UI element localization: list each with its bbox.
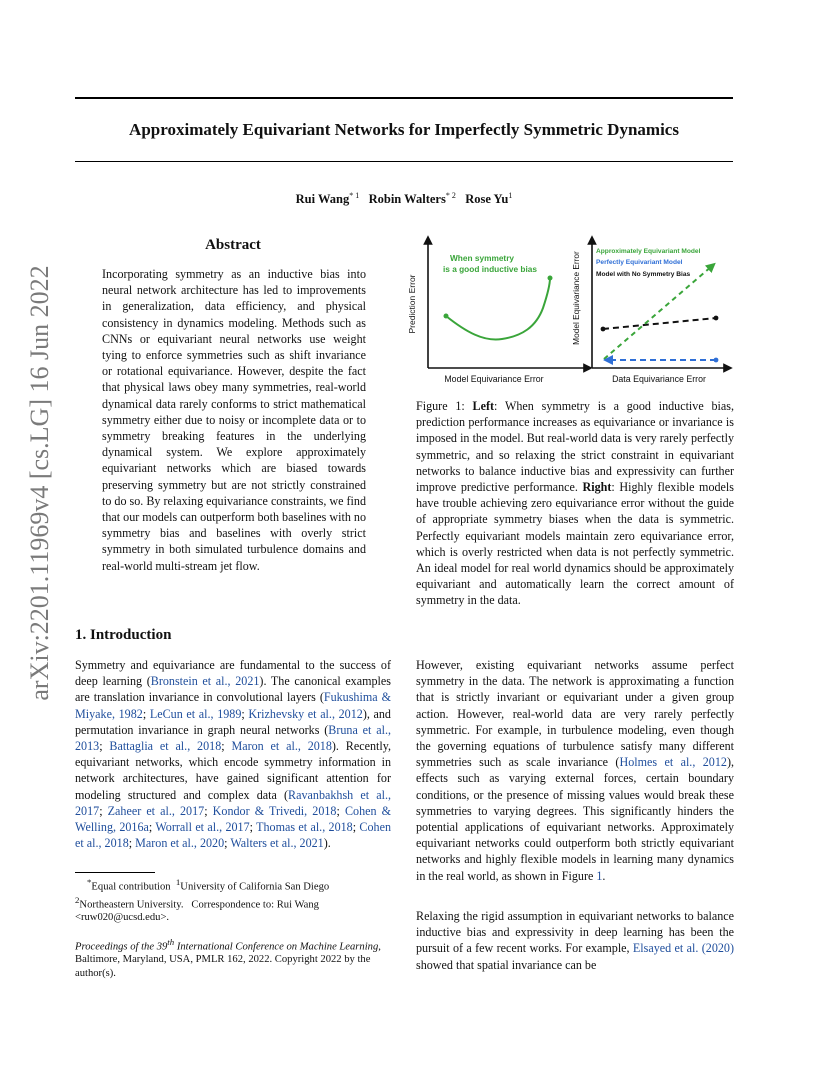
text-span: showed that spatial invariance can be [416, 957, 597, 972]
no-symmetry-end-dot [714, 316, 719, 321]
figure-reference-link[interactable]: 1 [596, 868, 603, 883]
footnote-line-1 [75, 876, 391, 894]
introduction-heading: 1. Introduction [75, 627, 172, 643]
text-span: ; [221, 739, 232, 754]
citation-link[interactable]: Zaheer et al., 2017 [107, 803, 205, 818]
perfect-equivariant-end-dot [714, 358, 719, 363]
text-span: ; [352, 820, 360, 835]
text-span: ; [241, 706, 249, 721]
footnote-mark: * [87, 877, 92, 887]
approx-equivariant-line [604, 266, 712, 359]
left-annotation-line2: is a good inductive bias [442, 264, 538, 274]
citation-link[interactable]: Ravanbakhsh et al., 2017 [75, 787, 391, 818]
author-name: Robin Walters [368, 192, 446, 207]
footnote-line-2 [75, 894, 391, 925]
right-y-axis-label: Model Equivariance Error [571, 251, 581, 345]
text-span: ). Recently, equivariant networks, which encode symmetry information in network architectures, have gained significant attention for modeling structured and complex data ( [75, 739, 391, 802]
footnote-text: Northeastern University. [79, 899, 184, 911]
text-span: ; [128, 836, 136, 851]
paper-title: Approximately Equivariant Networks for Imperfectly Symmetric Dynamics [129, 120, 679, 139]
citation-link[interactable]: Worrall et al., 2017 [155, 820, 250, 835]
text-span: However, existing equivariant networks assume perfect symmetry in the data. The network is approximating a function that is strictly invariant or equivariant under a given group action. However, real-world data are very rarely perfectly symmetric. For example, in turbulence modeling, even though the governing equations of turbulence satisfy many different symmetries such as scale invariance ( [416, 658, 734, 770]
right-panel [571, 240, 728, 384]
left-x-axis-label: Model Equivariance Error [444, 374, 544, 384]
caption-right-text: : Highly flexible models have trouble achieving zero equivariance error without the guide of appropriate symmetry biases when the data is symmetric. Perfectly equivariant models maintain zero equivariance error, which is overly restricted when data is not perfectly symmetric. An ideal model for real world dynamics should be approximately equivariant and automatically learn the correct amount of symmetry in the data. [416, 480, 734, 608]
citation-link[interactable]: LeCun et al., 1989 [149, 706, 242, 721]
citation-link[interactable]: Bronstein et al., 2021 [150, 674, 260, 689]
legend-no-symmetry-bias: Model with No Symmetry Bias [596, 271, 691, 278]
abstract-text [102, 266, 366, 574]
text-span: Relaxing the rigid assumption in equivariant networks to balance inductive bias and expressivity in deep learning has been the pursuit of a few recent works. For example, [416, 909, 734, 956]
citation-link[interactable]: Battaglia et al., 2018 [109, 739, 222, 754]
title-bottom-rule [75, 161, 733, 162]
proceedings-note [75, 936, 391, 980]
text-span: ; [224, 836, 231, 851]
citation-link[interactable]: Cohen et al., 2018 [75, 820, 391, 851]
citation-link[interactable]: Walters et al., 2021 [230, 836, 324, 851]
figure-caption [416, 398, 734, 609]
abstract-paragraph: Incorporating symmetry as an inductive bias into neural network architecture has led to improvements in generalization, data efficiency, and physical consistency in dynamics modeling. Methods such as CNNs or equivariant neural networks use weight tying to enforce symmetries such as shift invariance or rotational equivariance. However, despite the fact that physical laws obey many symmetries, real-world dynamical data rarely conforms to strict mathematical symmetry either due to noisy or incomplete data or to symmetry breaking features in the underlying dynamical system. We explore approximately equivariant networks which are biased towards preserving symmetry but are not strictly constrained to do so. By relaxing equivariance constraints, we find that our models can outperform both baselines with no symmetry bias and baselines with overly strict symmetry in both simulated turbulence domains and real-world multi-stream jet flow. [102, 267, 366, 573]
proceedings-text: Proceedings of the [75, 941, 157, 953]
text-span: ). The canonical examples are translation invariance in convolutional layers ( [75, 674, 391, 705]
caption-left-label: Left [472, 399, 495, 413]
text-span: ; [99, 803, 108, 818]
footnotes [75, 876, 391, 980]
text-span: ), and permutation invariance in graph neural networks ( [75, 706, 391, 737]
author-affiliation-mark: * 2 [445, 191, 456, 200]
proceedings-suffix: th [167, 936, 175, 947]
citation-link[interactable]: Cohen & Welling, 2016a [75, 803, 392, 835]
citation-link[interactable]: Krizhevsky et al., 2012 [248, 706, 363, 721]
no-symmetry-start-dot [601, 327, 606, 332]
footnote-rule [75, 872, 155, 873]
prediction-error-curve [446, 278, 550, 340]
caption-right-label: Right [582, 480, 612, 495]
author-name: Rose Yu [465, 192, 509, 207]
text-span: ; [142, 706, 150, 721]
intro-paragraph-3 [416, 908, 734, 973]
proceedings-number: 39 [156, 941, 168, 953]
curve-start-dot [444, 314, 449, 319]
left-y-axis-label: Prediction Error [407, 274, 417, 334]
citation-link[interactable]: Thomas et al., 2018 [256, 820, 353, 835]
citation-link[interactable]: Fukushima & Miyake, 1982 [75, 690, 391, 721]
text-span: ; [204, 803, 213, 818]
arxiv-identifier: arXiv:2201.11969v4 [cs.LG] 16 Jun 2022 [25, 265, 54, 701]
footnote-text: Correspondence to: Rui Wang <ruw020@ucsd.edu>. [75, 899, 319, 924]
legend-perfect-equivariant: Perfectly Equivariant Model [596, 259, 683, 266]
right-x-axis-label: Data Equivariance Error [612, 374, 706, 384]
footnote-mark: 1 [175, 877, 181, 887]
citation-link[interactable]: Maron et al., 2018 [231, 739, 332, 754]
citation-link[interactable]: Bruna et al., 2013 [75, 722, 391, 754]
author-affiliation-mark: 1 [508, 191, 513, 200]
left-annotation-line1: When symmetry [449, 253, 515, 263]
text-span: ; [99, 739, 110, 754]
author-affiliation-mark: * 1 [349, 191, 360, 200]
text-span: ; [336, 803, 345, 818]
figure-1 [398, 232, 734, 390]
footnote-text: Equal contribution [91, 881, 171, 893]
text-span: . [602, 868, 606, 883]
no-symmetry-line [603, 318, 716, 329]
author-name: Rui Wang [295, 192, 350, 207]
citation-link[interactable]: Holmes et al., 2012 [619, 755, 727, 770]
curve-end-dot [548, 276, 553, 281]
proceedings-location: , Baltimore, Maryland, USA, PMLR 162, 2022. Copyright 2022 by the author(s). [75, 941, 381, 979]
text-span: ; [148, 820, 156, 835]
author-list [75, 191, 733, 207]
citation-link[interactable]: Elsayed et al. (2020) [632, 941, 734, 956]
text-span: ). [323, 836, 331, 851]
text-span: ), effects such as varying external forces, certain boundary conditions, or the presence of missing values would break these symmetries to varying degrees. This significantly hinders the potential applications of equivariant networks. Approximately equivariant networks could outperform both strictly equivariant networks and highly flexible models in learning many dynamics in the real world, as shown in Figure [416, 755, 734, 883]
legend-approx-equivariant: Approximately Equivariant Model [596, 248, 701, 255]
caption-label: Figure 1: [416, 399, 465, 413]
proceedings-text: International Conference on Machine Learning [174, 941, 379, 953]
title-top-rule [75, 97, 733, 99]
intro-paragraph-1 [75, 657, 391, 851]
text-span: Symmetry and equivariance are fundamental to the success of deep learning ( [75, 658, 391, 689]
footnote-text: University of California San Diego [180, 881, 330, 893]
intro-paragraph-2 [416, 657, 734, 884]
left-panel [407, 240, 588, 384]
footnote-mark: 2 [75, 894, 80, 905]
citation-link[interactable]: Maron et al., 2020 [135, 836, 225, 851]
text-span: ; [249, 820, 257, 835]
citation-link[interactable]: Kondor & Trivedi, 2018 [212, 803, 337, 818]
caption-left-text: : When symmetry is a good inductive bias, prediction performance increases as equivariance or invariance is imposed in the model. But real-world data is very rarely perfectly symmetric, and so relaxing the strict constraint in equivariant networks to balance inductive bias and expressivity can further improve predictive performance. [416, 399, 734, 495]
abstract-heading: Abstract [205, 237, 261, 253]
